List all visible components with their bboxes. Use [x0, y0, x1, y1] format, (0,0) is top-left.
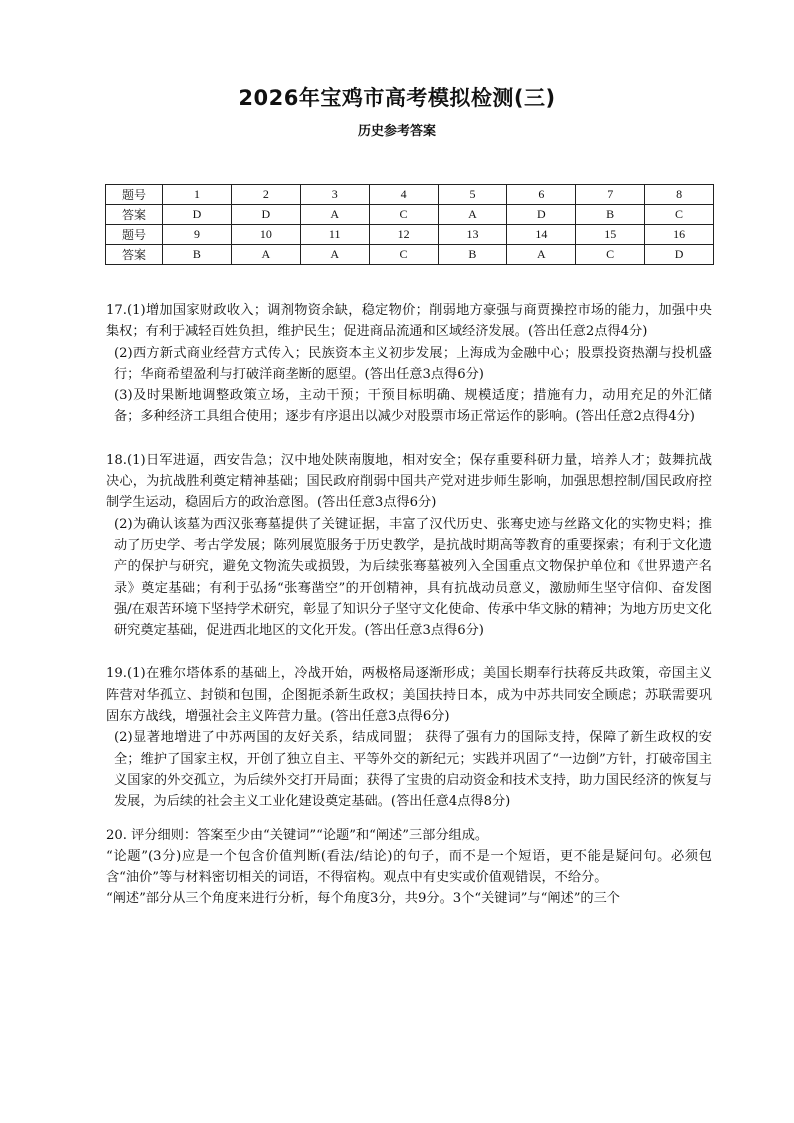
q19-part2: (2)显著地增进了中苏两国的友好关系，结成同盟； 获得了强有力的国际支持，保障了新生政权的安全；维护了国家主权，开创了独立自主、平等外交的新纪元；实践并巩固了“一边倒”方针，打破帝国主义国家的外交孤立，为后续外交打开局面；获得了宝贵的启动资金和技术支持，助力国民经济的恢复与发展，为后续的社会主义工业化建设奠定基础。(答出任意4点得8分): [114, 730, 712, 810]
answer-table-cell: A: [300, 205, 369, 225]
answer-table-cell: 4: [369, 185, 438, 205]
answer-table-cell: C: [645, 205, 714, 225]
answer-table-cell: A: [438, 205, 507, 225]
answer-table-cell: D: [231, 205, 300, 225]
q19-part1: 19.(1)在雅尔塔体系的基础上，冷战开始，两极格局逐渐形成；美国长期奉行扶蒋反共政策，帝国主义阵营对华孤立、封锁和包围，企图扼杀新生政权；美国扶持日本，成为中苏共同安全顾虑；苏联需要巩固东方战线，增强社会主义阵营力量。(答出任意3点得6分): [106, 666, 712, 725]
answer-table-cell: C: [369, 245, 438, 265]
answer-table-cell: 6: [507, 185, 576, 205]
answer-table-cell: A: [231, 245, 300, 265]
answer-table-cell: 5: [438, 185, 507, 205]
answer-table-row: [106, 185, 714, 205]
q20-part2: “论题”(3分)应是一个包含价值判断(看法/结论)的句子，而不是一个短语，更不能是疑问句。必须包含“油价”等与材料密切相关的词语，不得宿构。观点中有史实或价值观错误，不给分。: [106, 848, 712, 886]
answer-table-row-label: 题号: [106, 185, 163, 205]
answer-table-cell: 3: [300, 185, 369, 205]
answer-table-cell: 14: [507, 225, 576, 245]
answer-table-cell: 2: [231, 185, 300, 205]
page-title: 2026年宝鸡市高考模拟检测(三): [238, 86, 556, 110]
answer-table-cell: 8: [645, 185, 714, 205]
answer-table-cell: B: [576, 205, 645, 225]
answer-table-cell: B: [163, 245, 232, 265]
answer-table-row-label: 答案: [106, 205, 163, 225]
answer-table-row-label: 题号: [106, 225, 163, 245]
answer-table-cell: D: [163, 205, 232, 225]
answer-table-cell: A: [507, 245, 576, 265]
answer-table-cell: D: [507, 205, 576, 225]
q17-part3: (3)及时果断地调整政策立场，主动干预；干预目标明确、规模适度；措施有力，动用充足的外汇储备；多种经济工具组合使用；逐步有序退出以减少对股票市场正常运作的影响。(答出任意2点得4分): [114, 388, 712, 425]
question-17: [106, 300, 712, 428]
question-20: [106, 825, 712, 910]
answer-table-row: [106, 245, 714, 265]
answer-table-cell: A: [300, 245, 369, 265]
answer-table-cell: 12: [369, 225, 438, 245]
answer-table-cell: 15: [576, 225, 645, 245]
q18-part2: (2)为确认该墓为西汉张骞墓提供了关键证据，丰富了汉代历史、张骞史迹与丝路文化的实物史料；推动了历史学、考古学发展；陈列展览服务于历史教学，是抗战时期高等教育的重要探索；有利于文化遗产的保护与研究，避免文物流失或损毁，为后续张骞墓被列入全国重点文物保护单位和《世界遗产名录》奠定基础；有利于弘扬“张骞凿空”的开创精神，具有抗战动员意义，激励师生坚守信仰、奋发图强/在艰苦环境下坚持学术研究，彰显了知识分子坚守文化使命、传承中华文脉的精神；为地方历史文化研究奠定基础，促进西北地区的文化开发。(答出任意3点得6分): [114, 516, 712, 639]
page-subtitle: 历史参考答案: [357, 124, 436, 139]
answer-table-cell: 11: [300, 225, 369, 245]
q20-part3: “阐述”部分从三个角度来进行分析，每个角度3分，共9分。3个“关键词”与“阐述”的三个: [106, 891, 620, 907]
answer-table-cell: B: [438, 245, 507, 265]
q20-part1: 20. 评分细则：答案至少由“关键词”“论题”和“阐述”三部分组成。: [106, 827, 489, 843]
answer-table-cell: 10: [231, 225, 300, 245]
q17-part1: 17.(1)增加国家财政收入；调剂物资余缺，稳定物价；削弱地方豪强与商贾操控市场的能力，加强中央集权；有利于减轻百姓负担，维护民生；促进商品流通和区域经济发展。(答出任意2点得4分): [106, 303, 712, 340]
q18-part1: 18.(1)日军进逼，西安告急；汉中地处陕南腹地，相对安全；保存重要科研力量，培养人才；鼓舞抗战决心，为抗战胜利奠定精神基础；国民政府削弱中国共产党对进步师生影响，加强思想控制/国民政府控制学生运动，稳固后方的政治意图。(答出任意3点得6分): [106, 452, 712, 511]
question-18: [106, 450, 712, 642]
answer-table-row: [106, 225, 714, 245]
answer-table-cell: 13: [438, 225, 507, 245]
answer-table-cell: 1: [163, 185, 232, 205]
q17-part2: (2)西方新式商业经营方式传入；民族资本主义初步发展；上海成为金融中心；股票投资热潮与投机盛行；华商希望盈利与打破洋商垄断的愿望。(答出任意3点得6分): [114, 345, 712, 382]
answer-table-cell: C: [369, 205, 438, 225]
answer-body-text: [106, 300, 712, 910]
answer-table-cell: 7: [576, 185, 645, 205]
answer-table-cell: C: [576, 245, 645, 265]
answer-table-cell: 9: [163, 225, 232, 245]
answer-table-row-label: 答案: [106, 245, 163, 265]
answer-table-row: [106, 205, 714, 225]
answer-table-cell: 16: [645, 225, 714, 245]
answer-table-cell: D: [645, 245, 714, 265]
question-19: [106, 663, 712, 812]
answer-table: [105, 184, 714, 265]
